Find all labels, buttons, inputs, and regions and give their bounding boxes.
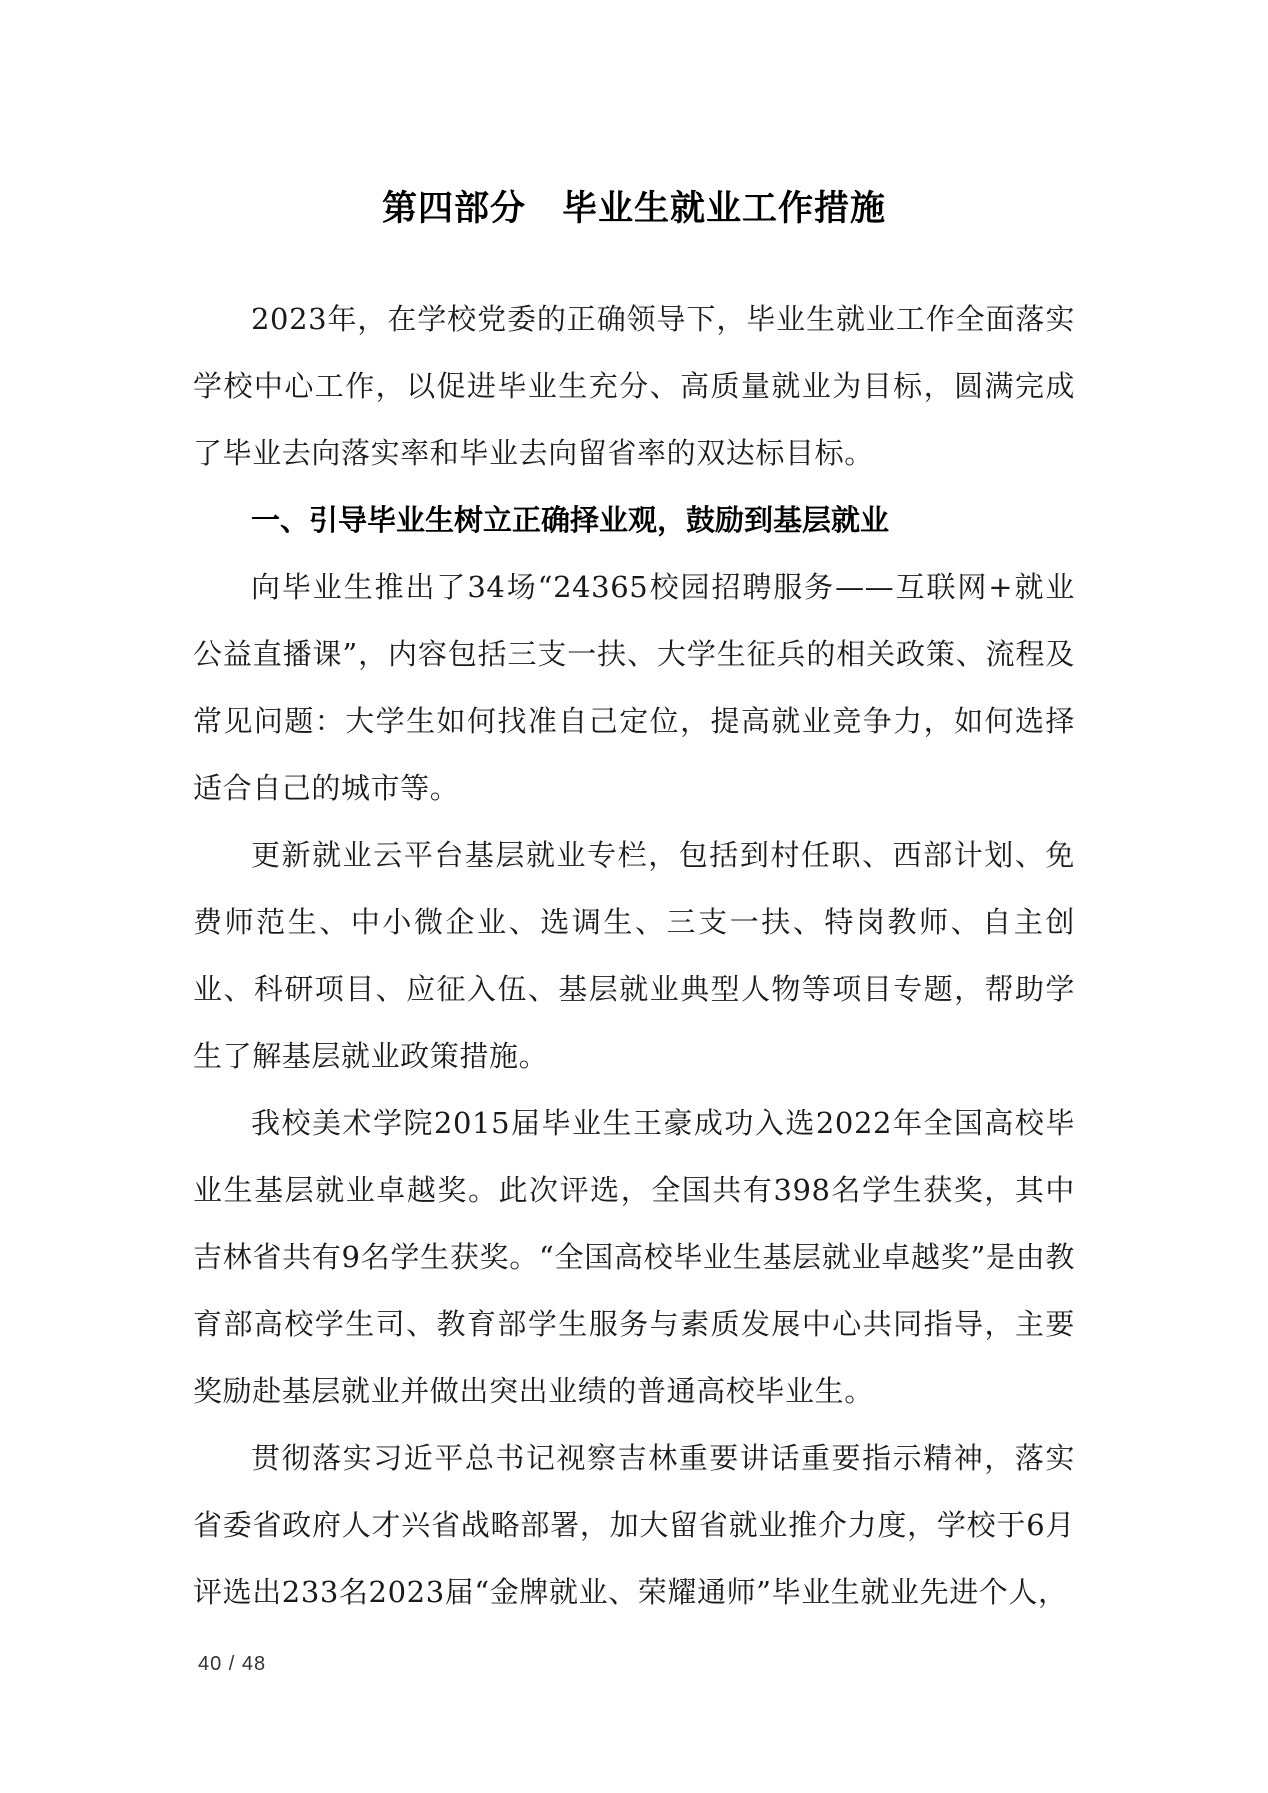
document-body	[193, 286, 1075, 1626]
section-title: 第四部分 毕业生就业工作措施	[381, 189, 886, 230]
paragraph-award: 我校美术学院2015届毕业生王豪成功入选2022年全国高校毕业生基层就业卓越奖。此次评选，全国共有398名学生获奖，其中吉林省共有9名学生获奖。“全国高校毕业生基层就业卓越奖”是由教育部高校学生司、教育部学生服务与素质发展中心共同指导，主要奖励赴基层就业并做出突出业绩的普通高校毕业生。	[193, 1106, 1075, 1408]
page-number: 40 / 48	[198, 1653, 267, 1675]
subsection-heading: 一、引导毕业生树立正确择业观，鼓励到基层就业	[251, 503, 890, 537]
paragraph-cloud-platform: 更新就业云平台基层就业专栏，包括到村任职、西部计划、免费师范生、中小微企业、选调生、三支一扶、特岗教师、自主创业、科研项目、应征入伍、基层就业典型人物等项目专题，帮助学生了解基层就业政策措施。	[193, 838, 1075, 1073]
paragraph-livestream: 向毕业生推出了34场“24365校园招聘服务——互联网+就业公益直播课”，内容包括三支一扶、大学生征兵的相关政策、流程及常见问题：大学生如何找准自己定位，提高就业竞争力，如何选择适合自己的城市等。	[193, 570, 1075, 805]
paragraph-province-talent: 贯彻落实习近平总书记视察吉林重要讲话重要指示精神，落实省委省政府人才兴省战略部署，加大留省就业推介力度，学校于6月评选出233名2023届“金牌就业、荣耀通师”毕业生就业先进个人，	[193, 1441, 1075, 1609]
intro-paragraph: 2023年，在学校党委的正确领导下，毕业生就业工作全面落实学校中心工作，以促进毕业生充分、高质量就业为目标，圆满完成了毕业去向落实率和毕业去向留省率的双达标目标。	[193, 302, 1075, 470]
